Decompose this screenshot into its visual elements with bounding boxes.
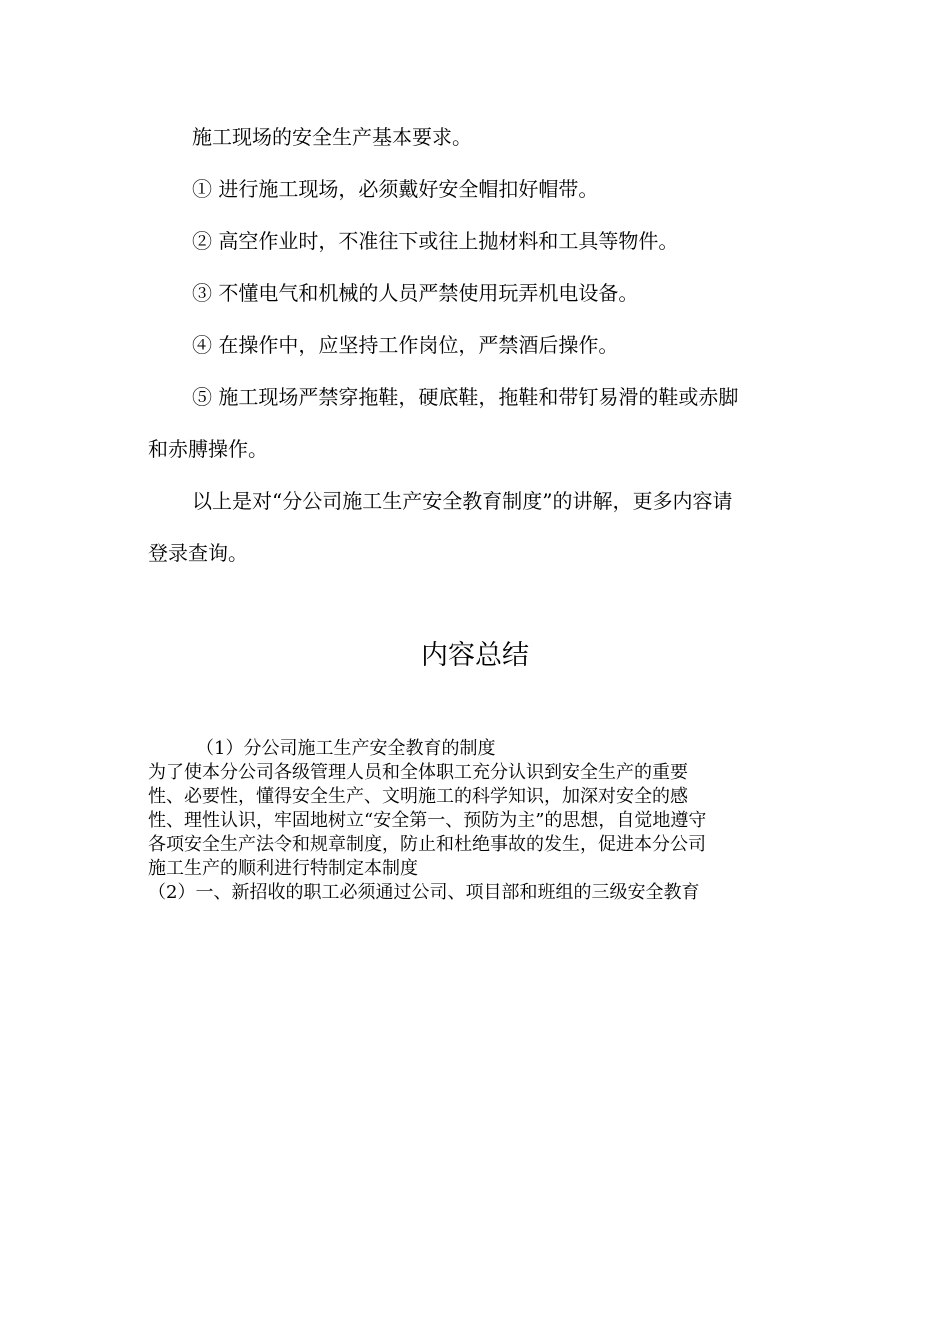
closing-line-1: 以上是对“分公司施工生产安全教育制度”的讲解，更多内容请 — [192, 489, 733, 513]
rule-1: ① 进行施工现场，必须戴好安全帽扣好帽带。 — [192, 177, 599, 201]
rule-4: ④ 在操作中，应坚持工作岗位，严禁酒后操作。 — [192, 333, 619, 357]
summary-line: 为了使本分公司各级管理人员和全体职工充分认识到安全生产的重要 — [148, 762, 688, 783]
intro-paragraph: 施工现场的安全生产基本要求。 — [192, 125, 472, 149]
rule-5-line-2: 和赤膊操作。 — [148, 437, 268, 461]
summary-line: 各项安全生产法令和规章制度，防止和杜绝事故的发生，促进本分公司 — [148, 834, 706, 855]
rule-3: ③ 不懂电气和机械的人员严禁使用玩弄机电设备。 — [192, 281, 639, 305]
rule-2: ② 高空作业时，不准往下或往上抛材料和工具等物件。 — [192, 229, 679, 253]
closing-line-2: 登录查询。 — [148, 541, 248, 565]
summary-line: （2）一、新招收的职工必须通过公司、项目部和班组的三级安全教育 — [148, 882, 700, 903]
summary-line: 性、必要性，懂得安全生产、文明施工的科学知识，加深对安全的感 — [148, 786, 688, 807]
rule-5-line-1: ⑤ 施工现场严禁穿拖鞋，硬底鞋，拖鞋和带钉易滑的鞋或赤脚 — [192, 385, 739, 409]
summary-block — [148, 737, 808, 905]
summary-line: （1）分公司施工生产安全教育的制度 — [196, 738, 496, 759]
summary-line: 施工生产的顺利进行特制定本制度 — [148, 858, 418, 879]
summary-heading: 内容总结 — [421, 640, 529, 671]
summary-line: 性、理性认识，牢固地树立“安全第一、预防为主”的思想，自觉地遵守 — [148, 810, 707, 831]
